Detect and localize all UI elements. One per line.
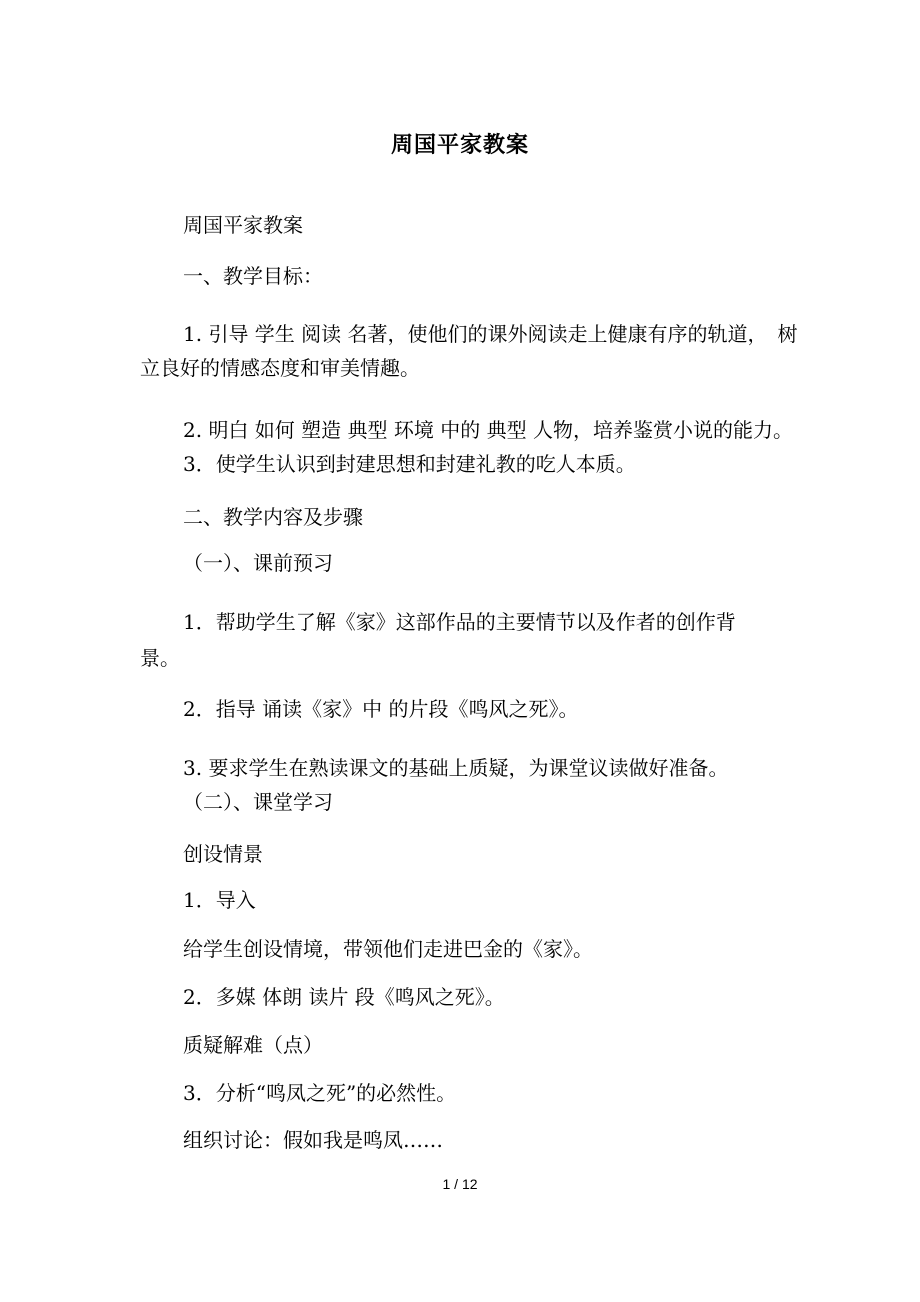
section-heading-content: 二、教学内容及步骤	[183, 505, 363, 529]
page-number: 1 / 12	[442, 1176, 478, 1192]
subtitle-line: 周国平家教案	[183, 213, 303, 237]
subsection-heading-classroom: （二）、课堂学习	[183, 790, 333, 814]
paragraph-line: 给学生创设情境，带领他们走进巴金的《家》。	[183, 937, 593, 961]
paragraph-line: 景。	[140, 646, 180, 670]
paragraph-line: 组织讨论：假如我是鸣凤……	[183, 1128, 443, 1152]
paragraph-line: 3．分析“鸣凤之死”的必然性。	[183, 1081, 457, 1105]
section-heading-objectives: 一、教学目标：	[183, 264, 323, 288]
paragraph-line: 立良好的情感态度和审美情趣。	[140, 356, 420, 380]
paragraph-line: 2．多媒 体朗 读片 段《鸣风之死》。	[183, 985, 505, 1009]
paragraph-line: 3. 要求学生在熟读课文的基础上质疑，为课堂议读做好准备。	[183, 756, 729, 780]
paragraph-line: 2. 明白 如何 塑造 典型 环境 中的 典型 人物，培养鉴赏小说的能力。	[183, 418, 793, 442]
paragraph-line: 1．帮助学生了解《家》这部作品的主要情节以及作者的创作背	[183, 610, 736, 634]
paragraph-line: 创设情景	[183, 842, 263, 866]
paragraph-line: 3．使学生认识到封建思想和封建礼教的吃人本质。	[183, 452, 636, 476]
paragraph-line: 质疑解难（点）	[183, 1033, 323, 1057]
subsection-heading-preview: （一）、课前预习	[183, 551, 333, 575]
document-title: 周国平家教案	[390, 133, 529, 158]
paragraph-line: 2．指导 诵读《家》中 的片段《鸣风之死》。	[183, 697, 579, 721]
paragraph-line: 1. 引导 学生 阅读 名著，使他们的课外阅读走上健康有序的轨道， 树	[183, 322, 798, 346]
paragraph-line: 1．导入	[183, 888, 256, 912]
